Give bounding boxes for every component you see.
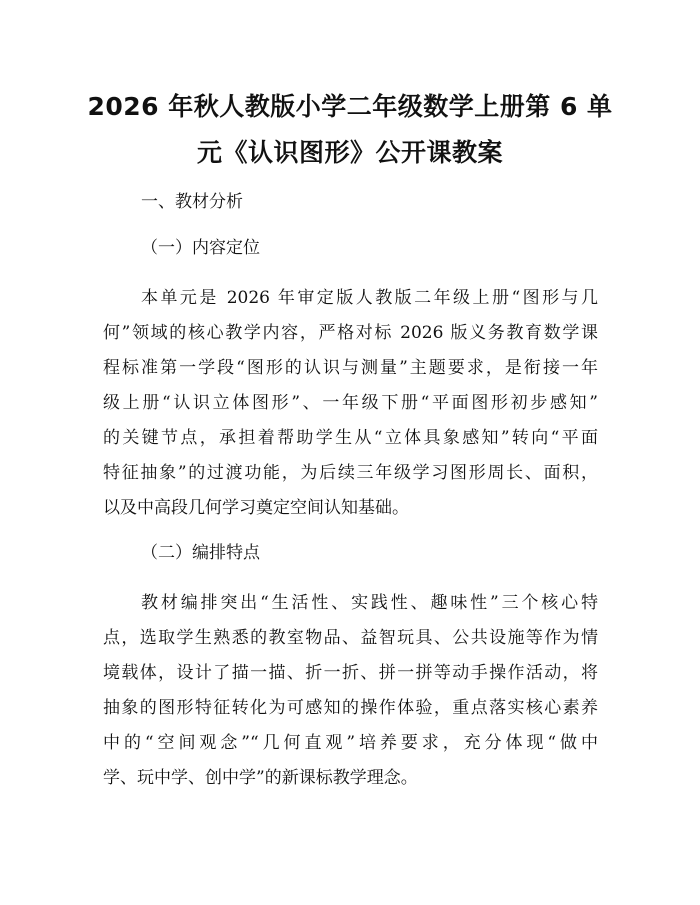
document-title-line-1: 2026 年秋人教版小学二年级数学上册第 6 单 bbox=[87, 92, 613, 121]
paragraph-line: 点，选取学生熟悉的教室物品、益智玩具、公共设施等作为情 bbox=[103, 628, 598, 648]
paragraph-line: 以及中高段几何学习奠定空间认知基础。 bbox=[103, 498, 409, 518]
paragraph-line: 教材编排突出“生活性、实践性、趣味性”三个核心特 bbox=[141, 593, 598, 613]
subsection-heading-content-positioning: （一）内容定位 bbox=[141, 238, 260, 258]
paragraph-line: 程标准第一学段“图形的认识与测量”主题要求，是衔接一年 bbox=[103, 358, 598, 378]
paragraph-line: 本单元是 2026 年审定版人教版二年级上册“图形与几 bbox=[141, 288, 598, 308]
paragraph-line: 学、玩中学、创中学”的新课标教学理念。 bbox=[103, 768, 418, 788]
section-heading-textbook-analysis: 一、教材分析 bbox=[141, 192, 243, 212]
paragraph-line: 境载体，设计了描一描、折一折、拼一拼等动手操作活动，将 bbox=[103, 663, 598, 683]
paragraph-line: 特征抽象”的过渡功能，为后续三年级学习图形周长、面积， bbox=[103, 463, 598, 483]
paragraph-line: 抽象的图形特征转化为可感知的操作体验，重点落实核心素养 bbox=[103, 698, 598, 718]
paragraph-line: 级上册“认识立体图形”、一年级下册“平面图形初步感知” bbox=[103, 393, 598, 413]
document-title-line-2: 元《认识图形》公开课教案 bbox=[196, 138, 503, 167]
paragraph-line: 的关键节点，承担着帮助学生从“立体具象感知”转向“平面 bbox=[103, 428, 598, 448]
subsection-heading-layout-features: （二）编排特点 bbox=[141, 543, 260, 563]
paragraph-line: 何”领域的核心教学内容，严格对标 2026 版义务教育数学课 bbox=[103, 323, 598, 343]
paragraph-line: 中的“空间观念”“几何直观”培养要求，充分体现“做中 bbox=[103, 733, 598, 753]
